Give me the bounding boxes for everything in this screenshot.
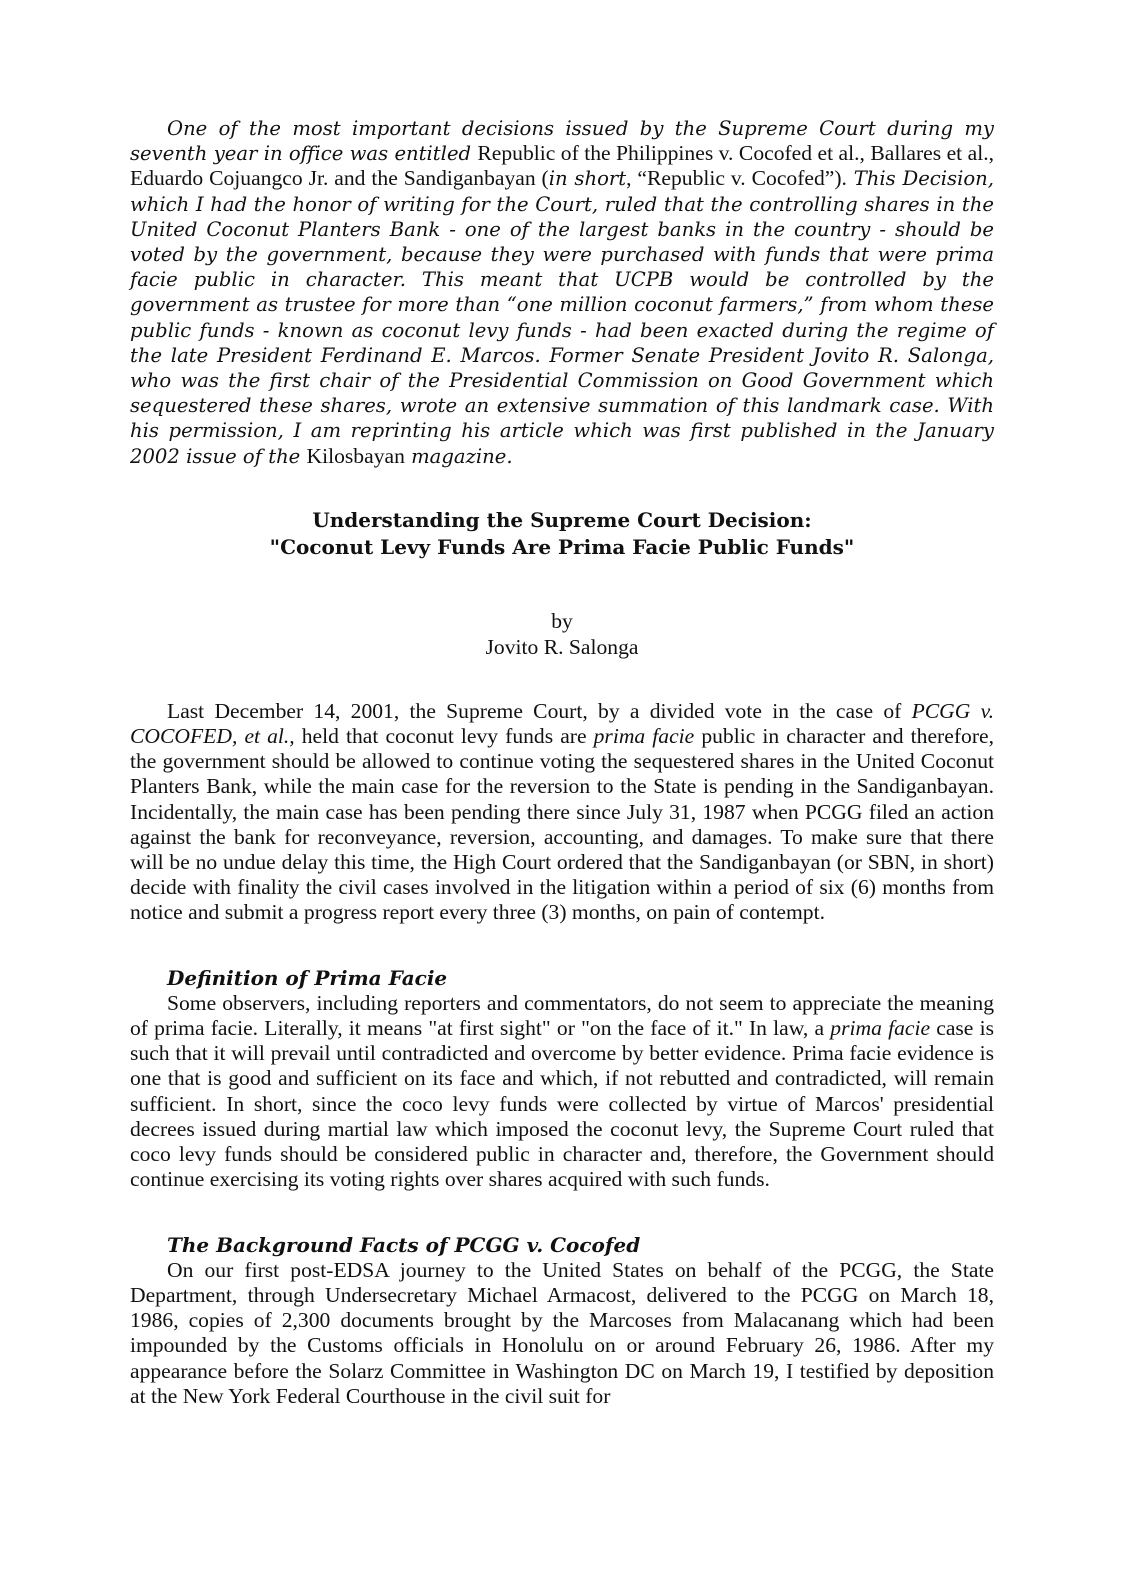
- paragraph-december-decision: [130, 699, 994, 926]
- document-page: [130, 116, 994, 1409]
- article-title: [130, 507, 994, 561]
- case-citation: PCGG v. COCOFED, et al.,: [130, 698, 995, 749]
- paragraph1-text-a: Last December 14, 2001, the Supreme Court, by a divided vote in the case of: [167, 698, 912, 723]
- byline: [130, 608, 994, 660]
- paragraph1-text-c: held that coconut levy funds are: [294, 724, 594, 749]
- paragraph1-text-e: public in character and therefore, the government should be allowed to continue voting the sequestered shares in the United Coconut Planters Bank, while the main case for the reversion to the State is pending in the Sandiganbayan. Incidentally, the main case has been pending there since July 31, 1987 when PCGG filed an action against the bank for reconveyance, reversion, accounting, and damages. To make sure that there will be no undue delay this time, the High Court ordered that the Sandiganbayan (or SBN, in short) decide with finality the civil cases involved in the litigation within a period of six (6) months from notice and submit a progress report every three (3) months, on pain of contempt.: [130, 724, 994, 925]
- article-title-line-1: Understanding the Supreme Court Decision:: [312, 507, 812, 532]
- section1-text-c: case is such that it will prevail until contradicted and overcome by better evidence. Prima facie evidence is one that is good and sufficient on its face and which, if not rebutted and contradicted, will remain sufficient. In short, since the coco levy funds were collected by virtue of Marcos' presidential decrees issued during martial law which imposed the coconut levy, the Supreme Court ruled that coco levy funds should be considered public in character and, therefore, the Government should continue exercising its voting rights over shares acquired with such funds.: [130, 1016, 994, 1192]
- article-title-line-2: "Coconut Levy Funds Are Prima Facie Public Funds": [269, 534, 855, 559]
- section-heading-prima-facie: Definition of Prima Facie: [167, 965, 448, 990]
- paragraph-background-facts: [130, 1258, 994, 1409]
- author-name: Jovito R. Salonga: [485, 634, 639, 659]
- case-title: Republic of the Philippines v. Cocofed et al., Ballares et al., Eduardo Cojuangco Jr. and the Sandiganbayan (: [130, 141, 994, 191]
- intro-text-in-short: in short: [548, 167, 627, 191]
- byline-by: by: [551, 608, 573, 633]
- magazine-name: Kilosbayan: [306, 443, 405, 468]
- section-heading-background-facts: The Background Facts of PCGG v. Cocofed: [167, 1232, 641, 1257]
- intro-text-3: magazine.: [404, 444, 513, 468]
- prima-facie-term: prima facie: [593, 724, 695, 749]
- section2-text-a: On our first post-EDSA journey to the United States on behalf of the PCGG, the State Department, through Undersecretary Michael Armacost, delivered to the PCGG on March 18, 1986, copies of 2,300 documents brought by the Marcoses from Malacanang which had been impounded by the Customs officials in Honolulu on or around February 26, 1986. After my appearance before the Solarz Committee in Washington DC on March 19, I testified by deposition at the New York Federal Courthouse in the civil suit for: [130, 1257, 994, 1408]
- case-short-name: , “Republic v. Cocofed”).: [626, 166, 847, 191]
- intro-text-2: This Decision, which I had the honor of writing for the Court, ruled that the controlling shares in the United Coconut Planters Bank - one of the largest banks in the country - should be voted by the government, because they were purchased with funds that were prima facie public in character. This meant that UCPB would be controlled by the government as trustee for more than “one million coconut farmers,” from whom these public funds - known as coconut levy funds - had been exacted during the regime of the late President Ferdinand E. Marcos. Former Senate President Jovito R. Salonga, who was the first chair of the Presidential Commission on Good Government which sequestered these shares, wrote an extensive summation of this landmark case. With his permission, I am reprinting his article which was first published in the January 2002 issue of the: [130, 167, 995, 468]
- prima-facie-term: prima facie: [830, 1016, 931, 1041]
- section1-text-a: Some observers, including reporters and commentators, do not seem to appreciate the meaning of prima facie. Literally, it means "at first sight" or "on the face of it." In law, a: [130, 990, 994, 1041]
- intro-paragraph: [130, 116, 994, 469]
- paragraph-prima-facie: [130, 991, 994, 1193]
- intro-text-1: One of the most important decisions issued by the Supreme Court during my seventh year in office was entitled: [130, 117, 994, 166]
